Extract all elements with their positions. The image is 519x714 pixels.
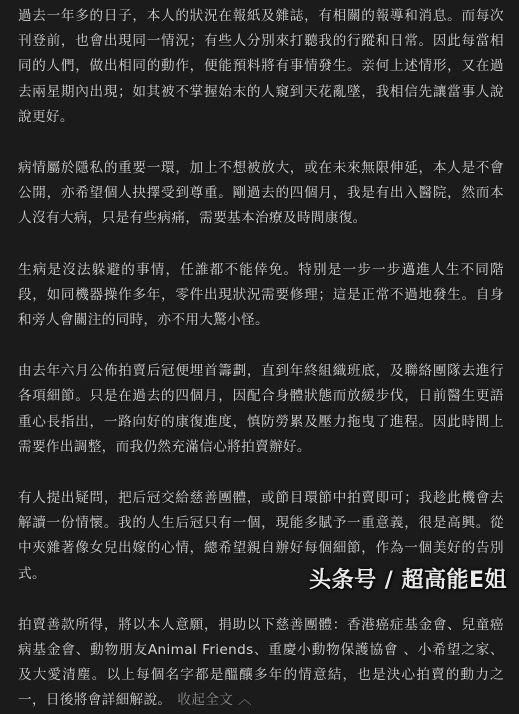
- article-paragraph-4: 由去年六月公佈拍賣后冠便埋首籌劃，直到年終組織班底，及聯絡團隊去進行各項細節。只是在過去的四個月，因配合身體狀態而放緩步伐，日前醫生更語重心長指出，一路向好的康復進度，慎防勞累及壓力拖曳了進程。因此時間上需要作出調整，而我仍然充滿信心將拍賣辦好。: [18, 363, 504, 455]
- article-paragraph-6: [18, 613, 504, 714]
- article-paragraph-5: 有人提出疑問，把后冠交給慈善團體，或節目環節中拍賣即可；我趁此機會去解讀一份情懷。我的人生后冠只有一個，現能多賦予一重意義，很是高興。從中夾雜著像女兒出嫁的心情，總希望親自辦好每個細節，作為一個美好的告別式。: [18, 490, 504, 582]
- article-paragraph-3: 生病是沒法躲避的事情，任誰都不能倖免。特別是一步一步邁進人生不同階段，如同機器操作多年，零件出現狀況需要修理；這是正常不過地發生。自身和旁人會關注的同時，亦不用大驚小怪。: [18, 261, 504, 329]
- article-paragraph-6-text: 拍賣善款所得，將以本人意願，捐助以下慈善團體：香港癌症基金會、兒童癌病基金會、動物朋友Animal Friends、重慶小動物保護協會 、小希望之家、及大愛清塵。以上每個名字都是醞釀多年的情意結，也是決心拍賣的動力之一，日後將會詳細解說。: [18, 616, 504, 709]
- watermark: 头条号 / 超高能E姐: [309, 568, 507, 593]
- article-body: [18, 4, 504, 714]
- collapse-full-text-link[interactable]: 收起全文 ︿: [177, 692, 252, 709]
- article-paragraph-2: 病情屬於隱私的重要一環，加上不想被放大，或在未來無限伸延，本人是不會公開，亦希望個人抉擇受到尊重。剛過去的四個月，我是有出入醫院，然而本人沒有大病，只是有些病痛，需要基本治療及時間康復。: [18, 160, 504, 227]
- article-paragraph-1: 過去一年多的日子，本人的狀況在報紙及雜誌，有相關的報導和消息。而每次刊登前，也會出現同一情況；有些人分別來打聽我的行蹤和日常。因此每當相同的人們，做出相同的動作，便能預料將有事情發生。亲何上述情形，又在過去兩星期內出現；如其被不掌握始末的人窺到天花亂墜，我相信先讓當事人說說更好。: [18, 8, 504, 125]
